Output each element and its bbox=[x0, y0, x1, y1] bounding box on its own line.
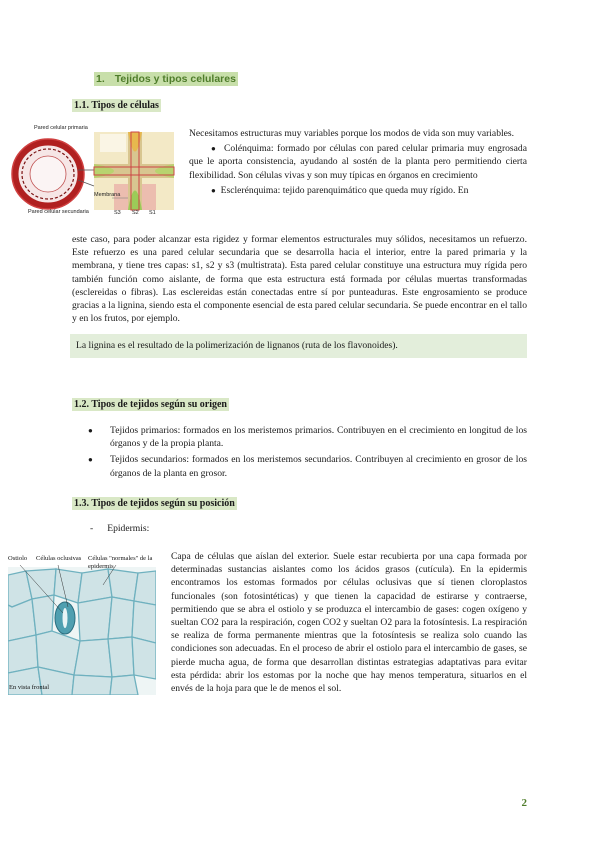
cell-wall-layers-drawing bbox=[94, 132, 174, 210]
lignin-callout: La lignina es el resultado de la polimerización de lignanos (ruta de los flavonoides). bbox=[70, 334, 527, 358]
s3-label: S3 bbox=[114, 210, 121, 216]
membrane-label: Membrana bbox=[94, 192, 121, 198]
dash-marker: - bbox=[90, 523, 94, 534]
list-item: ● Tejidos primarios: formados en los meristemos primarios. Contribuyen en el crecimiento en longitud de los órganos y de la propia planta. bbox=[86, 424, 527, 450]
oclusivas-label: Células oclusivas bbox=[36, 555, 82, 562]
colenquima-text: Colénquima: formado por células con pared celular primaria muy engrosada que le aporta consistencia, ayudando al sostén de la planta pero permitiendo cierta flexibilidad. Son células vivas y son muy típicas en órganos en crecimiento bbox=[189, 143, 527, 181]
ostiolo-label: Ostiolo bbox=[8, 555, 28, 562]
epidermis-paragraph: Capa de células que aíslan del exterior. Suele estar recubierta por una capa formada por determinadas sustancias aislantes como los ácidos grasos (cutícula). En la epidermis encontramos los estomas formados por células oclusivas que sí tienen cloroplastos funcionales (son fotosintéticas) y que tienen la capacidad de estirarse y contraerse, permitiendo que se abra el ostiolo y se produzca el intercambio de gases: cogen oxígeno y sueltan CO2 para la respiración, cogen CO2 y sueltan O2 para la fotosíntesis. La respiración se realiza de forma permanente mientras que la fotosíntesis se realiza solo cuando las condiciones son adecuadas. En el proceso de abrir el ostiolo para el intercambio de gases, se pierde mucha agua, de forma que desarrollan distintas estrategias adaptativas para evitar esta pérdida: abrir los estomas por la noche que hay menos temperatura, situarlos en el envés de la hoja para que le de menos el sol. bbox=[171, 551, 527, 695]
esclerenquima-intro bbox=[189, 184, 527, 197]
s2-label: S2 bbox=[132, 210, 139, 216]
section-heading-1-3: 1.3. Tipos de tejidos según su posición bbox=[74, 498, 235, 509]
colenquima-paragraph bbox=[189, 142, 527, 182]
cell-wall-illustration bbox=[8, 122, 176, 220]
cell-wall-figure bbox=[8, 122, 176, 220]
esclerenquima-paragraph: este caso, para poder alcanzar esta rigidez y formar elementos estructurales muy sólidos, necesitamos un refuerzo. Este refuerzo es una pared celular secundaria que se desarrolla hacia el interior, entre la pared primaria y la membrana, y tiene tres capas: s1, s2 y s3 (multistrata). Esta pared celular constituye una estructura muy rígida pero también función como aislante, de forma que esta estructura está formada por células muertas transformadas (esclereidas o fibras). Las esclereidas están conectadas entre sí por punteaduras. Este engrosamiento se produce gracias a la lignina, siendo esta el componente esencial de esta pared celular secundaria. Se puede encontrar en el tallo y en los frutos, por ejemplo. bbox=[72, 234, 527, 325]
secondary-wall-label: Pared celular secundaria bbox=[28, 209, 89, 215]
list-item: ● Tejidos secundarios: formados en los meristemos secundarios. Contribuyen al crecimiento en grosor de los órganos de la planta en grosor. bbox=[86, 453, 527, 479]
section-heading-1-1: 1.1. Tipos de células bbox=[74, 100, 159, 111]
chapter-title: Tejidos y tipos celulares bbox=[114, 73, 236, 85]
primary-wall-label: Pared celular primaria bbox=[34, 125, 88, 131]
chapter-heading bbox=[94, 72, 238, 86]
epidermis-label: Epidermis: bbox=[107, 523, 150, 534]
esclerenquima-text-a: Esclerénquima: tejido parenquimático que queda muy rígido. En bbox=[220, 184, 469, 196]
normales-label: Células "normales" de la epidermis bbox=[88, 555, 153, 570]
origin-list bbox=[86, 424, 527, 483]
bullet-marker: ● bbox=[211, 144, 217, 154]
page-number: 2 bbox=[521, 797, 527, 809]
intro-paragraph: Necesitamos estructuras muy variables porque los modos de vida son muy variables. bbox=[189, 128, 515, 139]
stoma-drawing bbox=[55, 602, 75, 634]
s1-label: S1 bbox=[149, 210, 156, 216]
vista-label: En vista frontal bbox=[9, 684, 50, 691]
chapter-number: 1. bbox=[96, 73, 105, 85]
bullet-marker: ● bbox=[211, 185, 216, 195]
epidermis-micrograph bbox=[8, 555, 156, 695]
section1-intro-block bbox=[189, 127, 527, 197]
section-heading-1-2: 1.2. Tipos de tejidos según su origen bbox=[74, 399, 227, 410]
sclerenchyma-cell-drawing bbox=[12, 139, 94, 209]
epidermis-figure bbox=[8, 555, 156, 695]
epidermis-item bbox=[90, 522, 149, 535]
